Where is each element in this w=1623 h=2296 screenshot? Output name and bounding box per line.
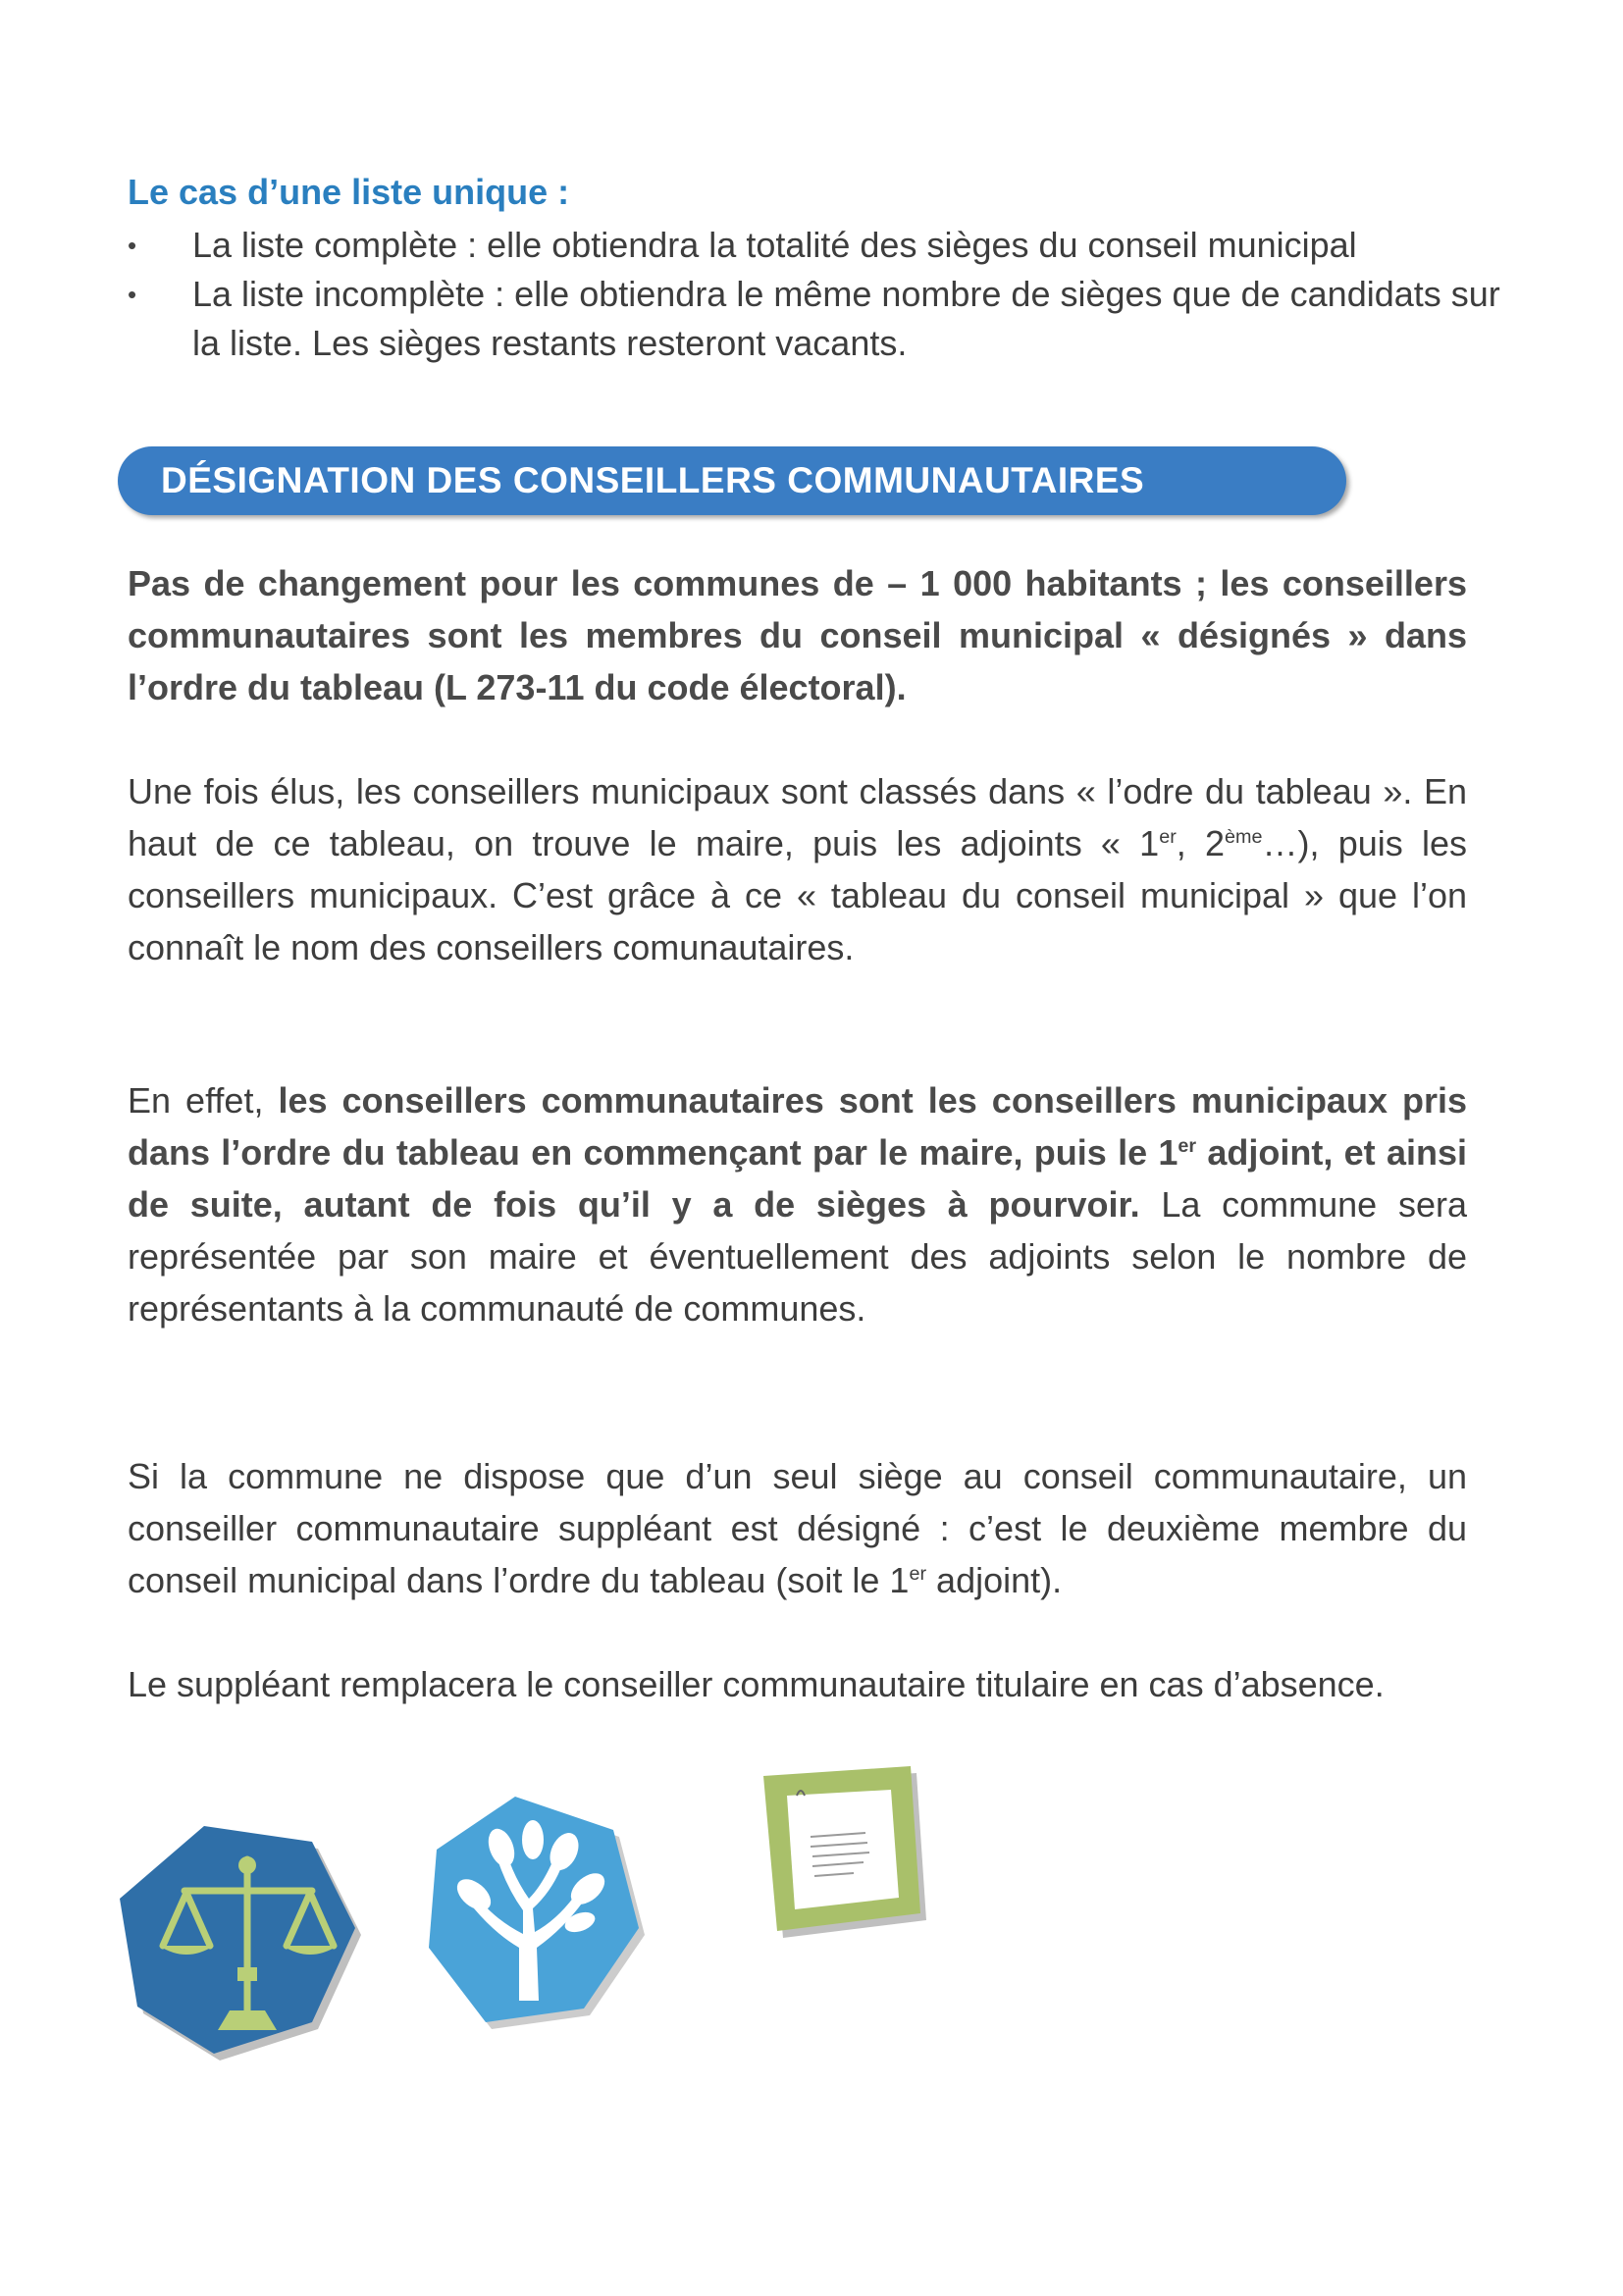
order-table-text-3: …), puis les conseillers municipaux. C’est grâce à ce « tableau du conseil municipal » que l’on connaît le nom des conseillers comunautaires. — [128, 823, 1468, 967]
single-seat-paragraph — [128, 1450, 1467, 1606]
single-seat-sup: er — [909, 1563, 927, 1585]
tree-hand-icon — [417, 1791, 653, 2041]
single-seat-text-1: Si la commune ne dispose que d’un seul siège au conseil communautaire, un conseiller communautaire suppléant est désigné : c’est le deuxième membre du conseil municipal dans l’ordre du tableau (soit le 1 — [128, 1456, 1467, 1600]
in-effect-rest: La commune sera représentée par son maire et éventuellement des adjoints selon le nombre de représentants à la communauté de communes. — [128, 1184, 1467, 1329]
bullet-incomplete-list: • La liste incomplète : elle obtiendra le même nombre de sièges que de candidats sur la liste. Les sièges restants resteront vacants. — [128, 270, 1501, 368]
order-table-sup-1: er — [1159, 826, 1177, 848]
order-table-text-1: Une fois élus, les conseillers municipaux sont classés dans « l’odre du tableau ». En haut de ce tableau, on trouve le maire, puis les adjoints « 1 — [128, 771, 1467, 863]
intro-bold-paragraph: Pas de changement pour les communes de – 1 000 habitants ; les conseillers communautaires sont les membres du conseil municipal « désignés » dans l’ordre du tableau (L 273-11 du code électoral). — [128, 563, 1467, 707]
single-list-heading: Le cas d’une liste unique : — [128, 172, 570, 212]
single-seat-text-2: adjoint). — [926, 1560, 1063, 1600]
single-list-bullets — [128, 221, 1501, 368]
order-table-text-2: , 2 — [1176, 823, 1226, 863]
in-effect-lead: En effet, — [128, 1080, 279, 1121]
in-effect-paragraph — [128, 1074, 1467, 1334]
in-effect-bold-2: adjoint, et ainsi de suite, autant de fois qu’il y a de sièges à pourvoir. — [128, 1132, 1467, 1225]
order-table-sup-2: ème — [1225, 826, 1263, 848]
order-table-paragraph — [128, 765, 1467, 973]
substitute-paragraph: Le suppléant remplacera le conseiller communautaire titulaire en cas d’absence. — [128, 1664, 1385, 1704]
bullet-complete-list: • La liste complète : elle obtiendra la totalité des sièges du conseil municipal — [128, 221, 1501, 270]
section-banner-title: DÉSIGNATION DES CONSEILLERS COMMUNAUTAIRES — [161, 460, 1145, 500]
scales-icon — [116, 1820, 371, 2070]
in-effect-bold-sup: er — [1178, 1135, 1197, 1157]
document-icon — [738, 1766, 934, 1957]
section-banner — [118, 446, 1346, 515]
in-effect-bold-1: les conseillers communautaires sont les conseillers municipaux pris dans l’ordre du tableau en commençant par le maire, puis le 1 — [128, 1080, 1468, 1173]
